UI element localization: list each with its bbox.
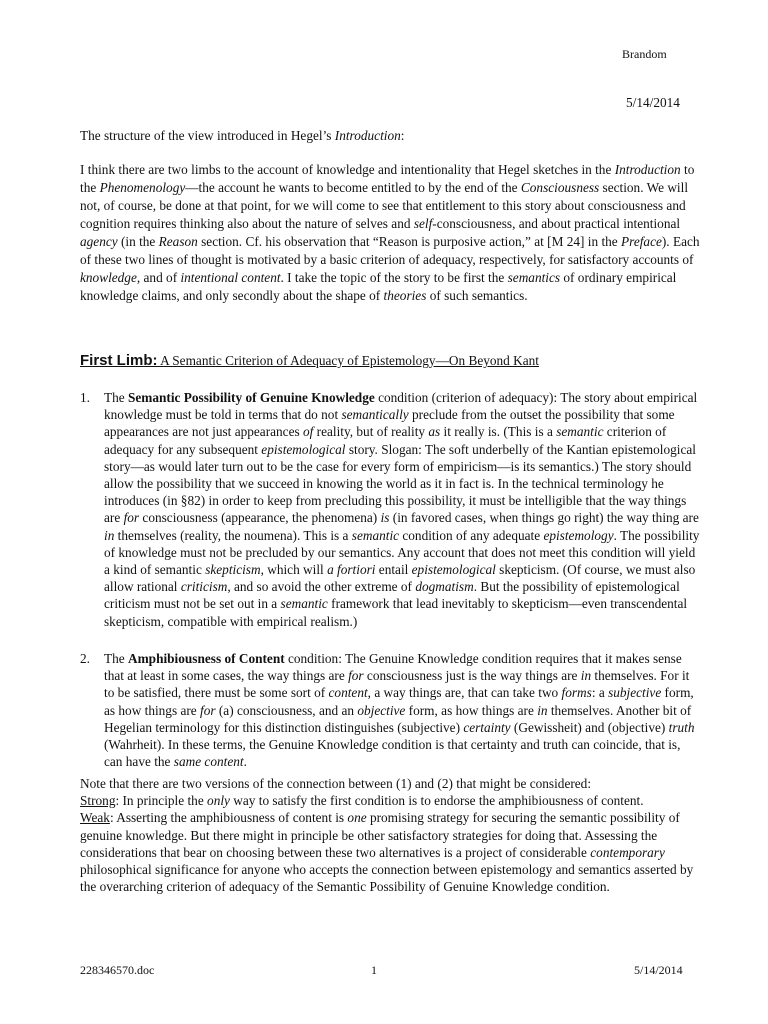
list-item-2: [80, 650, 702, 770]
footer-filename: 228346570.doc: [80, 963, 155, 977]
footer-page-number: 1: [371, 963, 377, 977]
header-author: Brandom: [622, 47, 667, 61]
note-intro: Note that there are two versions of the connection between (1) and (2) that might be considered:: [80, 776, 592, 791]
first-limb-heading: [80, 352, 539, 369]
note-strong: Strong: In principle the only way to satisfy the first condition is to endorse the amphibiousness of content.: [80, 793, 644, 809]
list-number-1: 1.: [80, 390, 90, 405]
list-item-1-text: The Semantic Possibility of Genuine Knowledge condition (criterion of adequacy): The story about empirical knowledge must be told in terms that do not semantically preclude from the outset the possibility that some appearances are not just appearances of reality, but of reality as it really is. (This is a semantic criterion of adequacy for any subsequent epistemological story. Slogan: The soft underbelly of the Kantian epistemological story—as would later turn out to be the case for every form of empiricism—is its semantics.) The story should allow the possibility that we succeed in knowing the world as it in fact is. In the technical terminology he introduces (in §82) in order to keep from precluding this possibility, it must be intelligible that the way things are for consciousness (appearance, the phenomena) is (in favored cases, when things go right) the way thing are in themselves (reality, the noumena). This is a semantic condition of any adequate epistemology. The possibility of knowledge must not be precluded by our semantics. Any account that does not meet this condition will yield a kind of semantic skepticism, which will a fortiori entail epistemological skepticism. (Of course, we must also allow rational criticism, and so avoid the other extreme of dogmatism. But the possibility of epistemological criticism must not be set out in a semantic framework that lead inevitably to skepticism—even transcendental skepticism, compatible with empirical realism.): [104, 390, 700, 629]
intro-paragraph: I think there are two limbs to the account of knowledge and intentionality that Hegel sketches in the Introduction to the Phenomenology—the account he wants to become entitled to by the end of the Consciousness section. We will not, of course, be done at that point, for we will come to see that entitlement to this story about consciousness and cognition requires thinking also about the nature of selves and self-consciousness, and about practical intentional agency (in the Reason section. Cf. his observation that “Reason is purposive action,” at [M 24] in the Preface). Each of these two lines of thought is motivated by a basic criterion of adequacy, respectively, for satisfactory accounts of knowledge, and of intentional content. I take the topic of the story to be first the semantics of ordinary empirical knowledge claims, and only secondly about the shape of theories of such semantics.: [80, 162, 700, 303]
note-paragraph: [80, 775, 708, 895]
list-item-1: [80, 389, 702, 630]
list-number-2: 2.: [80, 651, 90, 666]
note-weak: Weak: Asserting the amphibiousness of content is one promising strategy for securing the semantic possibility of genuine knowledge. But there might in principle be other satisfactory strategies for doing that. Assessing the considerations that bear on choosing between these two alternatives is a project of considerable contemporary philosophical significance for anyone who accepts the connection between epistemology and semantics asserted by the overarching criterion of adequacy of the Semantic Possibility of Genuine Knowledge condition.: [80, 810, 694, 895]
list-item-2-text: The Amphibiousness of Content condition: The Genuine Knowledge condition requires that it makes sense that at least in some cases, the way things are for consciousness just is the way things are in themselves. For it to be satisfied, there must be some sort of content, a way things are, that can take two forms: a subjective form, as how things are for (a) consciousness, and an objective form, as how things are in themselves. Another bit of Hegelian terminology for this distinction distinguishes (subjective) certainty (Gewissheit) and (objective) truth (Wahrheit). In these terms, the Genuine Knowledge condition is that certainty and truth can coincide, that is, can have the same content.: [104, 651, 695, 770]
first-limb-title: A Semantic Criterion of Adequacy of Epistemology—On Beyond Kant: [157, 353, 539, 368]
header-date: 5/14/2014: [626, 95, 680, 110]
footer-date: 5/14/2014: [634, 963, 683, 977]
first-limb-label: First Limb:: [80, 352, 158, 369]
section-heading: The structure of the view introduced in Hegel’s Introduction:: [80, 128, 405, 143]
